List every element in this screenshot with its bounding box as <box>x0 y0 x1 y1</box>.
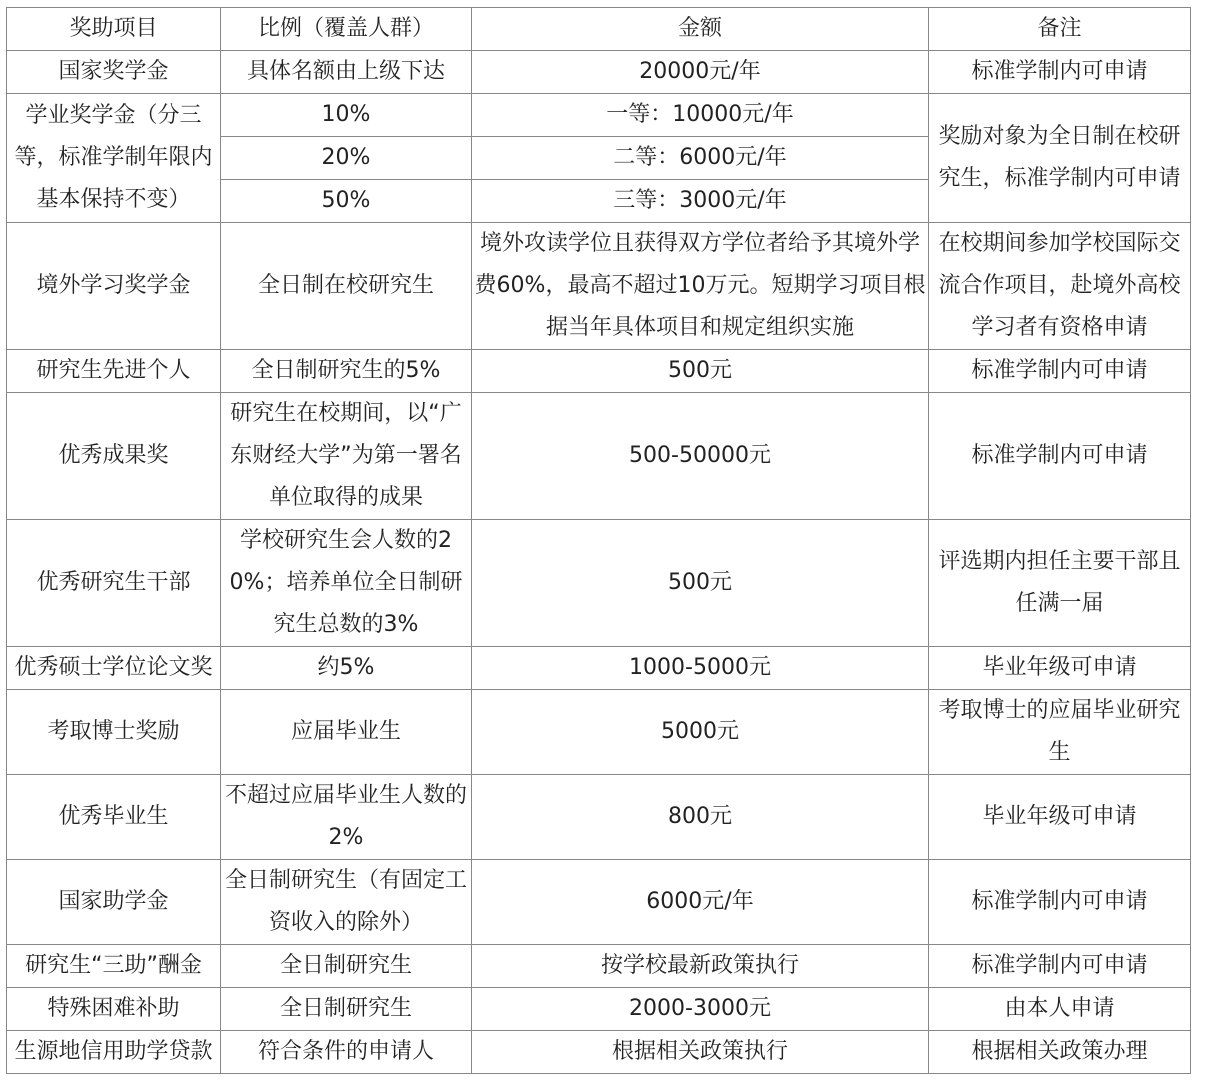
cell-amount: 800元 <box>472 775 929 860</box>
cell-ratio: 全日制在校研究生 <box>221 223 472 350</box>
cell-remark: 奖励对象为全日制在校研究生，标准学制内可申请 <box>929 94 1191 223</box>
cell-ratio: 50% <box>221 180 472 223</box>
table-row <box>7 350 1191 393</box>
cell-ratio: 全日制研究生的5% <box>221 350 472 393</box>
header-row <box>7 8 1191 51</box>
cell-amount: 按学校最新政策执行 <box>472 945 929 988</box>
cell-amount: 1000-5000元 <box>472 647 929 690</box>
table-row <box>7 945 1191 988</box>
cell-amount: 一等：10000元/年 <box>472 94 929 137</box>
cell-amount: 500元 <box>472 350 929 393</box>
scholarship-table <box>6 7 1191 1074</box>
cell-ratio: 学校研究生会人数的20%；培养单位全日制研究生总数的3% <box>221 520 472 647</box>
cell-ratio: 研究生在校期间，以“广东财经大学”为第一署名单位取得的成果 <box>221 393 472 520</box>
cell-amount: 境外攻读学位且获得双方学位者给予其境外学费60%，最高不超过10万元。短期学习项目根据当年具体项目和规定组织实施 <box>472 223 929 350</box>
table-row <box>7 860 1191 945</box>
cell-remark: 评选期内担任主要干部且任满一届 <box>929 520 1191 647</box>
header-amount: 金额 <box>472 8 929 51</box>
cell-remark: 标准学制内可申请 <box>929 945 1191 988</box>
cell-ratio: 全日制研究生 <box>221 945 472 988</box>
cell-ratio: 全日制研究生（有固定工资收入的除外） <box>221 860 472 945</box>
cell-ratio: 符合条件的申请人 <box>221 1031 472 1074</box>
cell-amount: 根据相关政策执行 <box>472 1031 929 1074</box>
cell-amount: 500元 <box>472 520 929 647</box>
table-row <box>7 1031 1191 1074</box>
cell-item: 国家奖学金 <box>7 51 221 94</box>
table-row <box>7 988 1191 1031</box>
cell-remark: 标准学制内可申请 <box>929 51 1191 94</box>
cell-item: 学业奖学金（分三等，标准学制年限内基本保持不变） <box>7 94 221 223</box>
cell-remark: 标准学制内可申请 <box>929 860 1191 945</box>
cell-remark: 由本人申请 <box>929 988 1191 1031</box>
header-remark: 备注 <box>929 8 1191 51</box>
cell-ratio: 不超过应届毕业生人数的2% <box>221 775 472 860</box>
cell-amount: 6000元/年 <box>472 860 929 945</box>
cell-item: 研究生先进个人 <box>7 350 221 393</box>
cell-amount: 20000元/年 <box>472 51 929 94</box>
cell-ratio: 20% <box>221 137 472 180</box>
cell-item: 优秀成果奖 <box>7 393 221 520</box>
cell-remark: 考取博士的应届毕业研究生 <box>929 690 1191 775</box>
cell-remark: 毕业年级可申请 <box>929 775 1191 860</box>
cell-ratio: 10% <box>221 94 472 137</box>
cell-remark: 在校期间参加学校国际交流合作项目，赴境外高校学习者有资格申请 <box>929 223 1191 350</box>
cell-item: 境外学习奖学金 <box>7 223 221 350</box>
cell-amount: 2000-3000元 <box>472 988 929 1031</box>
table-row <box>7 520 1191 647</box>
cell-amount: 500-50000元 <box>472 393 929 520</box>
table-row <box>7 775 1191 860</box>
cell-remark: 毕业年级可申请 <box>929 647 1191 690</box>
cell-amount: 二等：6000元/年 <box>472 137 929 180</box>
cell-item: 国家助学金 <box>7 860 221 945</box>
cell-item: 特殊困难补助 <box>7 988 221 1031</box>
cell-ratio: 全日制研究生 <box>221 988 472 1031</box>
cell-ratio: 具体名额由上级下达 <box>221 51 472 94</box>
cell-item: 生源地信用助学贷款 <box>7 1031 221 1074</box>
table-row <box>7 647 1191 690</box>
cell-item: 优秀硕士学位论文奖 <box>7 647 221 690</box>
cell-item: 考取博士奖励 <box>7 690 221 775</box>
header-item: 奖助项目 <box>7 8 221 51</box>
header-ratio: 比例（覆盖人群） <box>221 8 472 51</box>
cell-item: 优秀毕业生 <box>7 775 221 860</box>
cell-item: 研究生“三助”酬金 <box>7 945 221 988</box>
table-row <box>7 94 1191 137</box>
cell-amount: 三等：3000元/年 <box>472 180 929 223</box>
table-row <box>7 223 1191 350</box>
cell-remark: 标准学制内可申请 <box>929 393 1191 520</box>
table-row <box>7 393 1191 520</box>
cell-item: 优秀研究生干部 <box>7 520 221 647</box>
cell-amount: 5000元 <box>472 690 929 775</box>
cell-ratio: 应届毕业生 <box>221 690 472 775</box>
cell-remark: 标准学制内可申请 <box>929 350 1191 393</box>
cell-ratio: 约5% <box>221 647 472 690</box>
cell-remark: 根据相关政策办理 <box>929 1031 1191 1074</box>
table-row <box>7 690 1191 775</box>
table-row <box>7 51 1191 94</box>
